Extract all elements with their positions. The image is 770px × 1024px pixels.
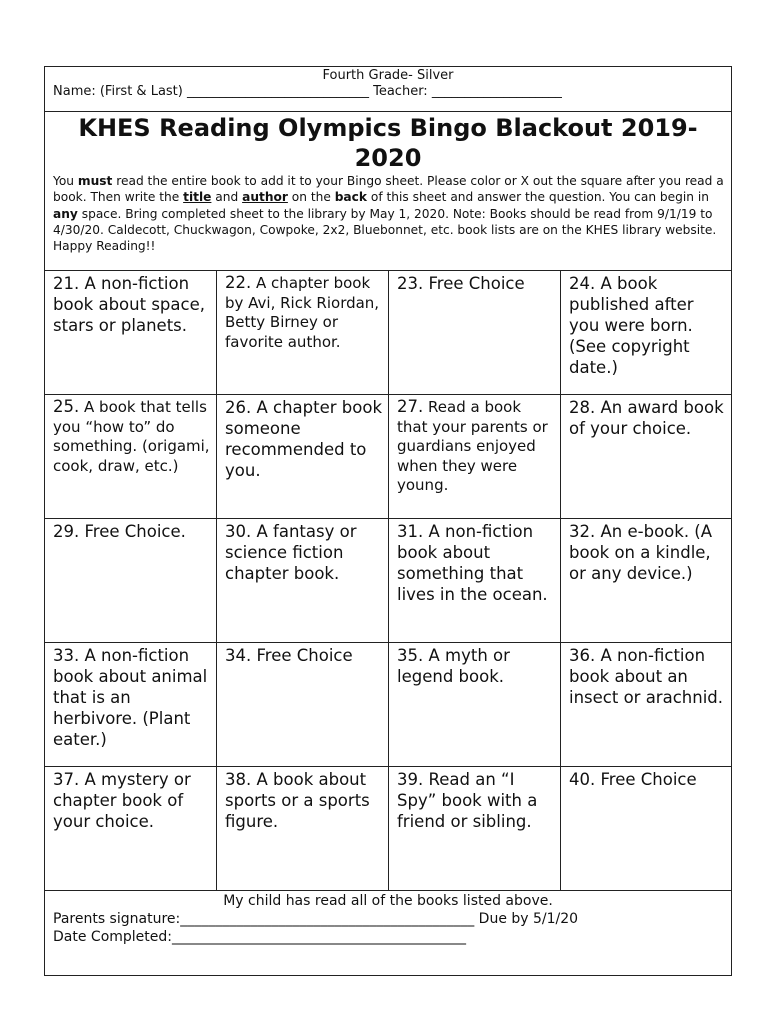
instructions-emphasis: author	[242, 190, 288, 205]
instructions-text: of this sheet and answer the question. You can begin in	[366, 190, 710, 205]
date-completed-line[interactable]: Date Completed:__________________________________________	[53, 929, 466, 945]
bingo-square-33[interactable]	[45, 643, 217, 767]
instructions	[53, 173, 725, 254]
square-number: 27.	[397, 397, 424, 416]
instructions-text: space. Bring completed sheet to the library by May 1, 2020. Note: Books should be read from 9/1/19 to 4/30/20. Caldecott, Chuckwagon, Cowpoke, 2x2, Bluebonnet, etc. book lists are on the KHES library website. Happy Reading!!	[53, 206, 717, 254]
square-text: Free Choice	[428, 274, 525, 293]
square-text: Free Choice.	[84, 522, 186, 541]
bingo-square-26[interactable]	[217, 395, 389, 519]
instructions-emphasis: any	[53, 206, 78, 221]
bingo-square-38[interactable]	[217, 767, 389, 891]
square-text: A non-fiction book about animal that is an herbivore. (Plant eater.)	[53, 646, 208, 749]
bingo-square-24[interactable]	[561, 271, 731, 395]
instructions-emphasis: back	[334, 190, 367, 205]
square-text: Free Choice	[600, 770, 697, 789]
bingo-square-25[interactable]	[45, 395, 217, 519]
square-number: 22.	[225, 273, 252, 292]
bingo-square-21[interactable]	[45, 271, 217, 395]
page-title: KHES Reading Olympics Bingo Blackout 2019-2020	[78, 114, 698, 172]
square-number: 38.	[225, 770, 252, 789]
instructions-text: You	[53, 174, 78, 188]
square-number: 33.	[53, 646, 80, 665]
bingo-square-40[interactable]	[561, 767, 731, 891]
square-number: 34.	[225, 646, 252, 665]
square-text: An award book of your choice.	[569, 398, 724, 438]
square-number: 25.	[53, 397, 80, 416]
square-number: 39.	[397, 770, 424, 789]
bingo-sheet	[44, 66, 732, 976]
square-number: 28.	[569, 398, 596, 417]
square-text: A non-fiction book about space, stars or planets.	[53, 274, 205, 335]
square-text: Read a book that your parents or guardians enjoyed when they were young.	[397, 398, 548, 494]
parent-statement: My child has read all of the books listed above.	[223, 893, 553, 909]
bingo-square-34[interactable]	[217, 643, 389, 767]
instructions-text: on the	[287, 190, 335, 205]
instructions-text: read the entire book to add it to your Bingo sheet. Please color or X out the square after you read a book. Then write the	[53, 174, 724, 205]
bingo-square-35[interactable]	[389, 643, 561, 767]
square-text: A book that tells you “how to” do something. (origami, cook, draw, etc.)	[53, 398, 210, 475]
square-number: 31.	[397, 522, 424, 541]
instructions-emphasis: title	[183, 190, 212, 205]
square-number: 32.	[569, 522, 596, 541]
bingo-square-30[interactable]	[217, 519, 389, 643]
instructions-emphasis: must	[77, 174, 113, 188]
name-teacher-line: Name: (First & Last) ____________________________ Teacher: ____________________	[53, 84, 562, 99]
square-number: 35.	[397, 646, 424, 665]
bingo-square-39[interactable]	[389, 767, 561, 891]
square-text: A chapter book someone recommended to you.	[225, 398, 383, 480]
bingo-square-31[interactable]	[389, 519, 561, 643]
instructions-text: and	[211, 190, 243, 205]
bingo-square-29[interactable]	[45, 519, 217, 643]
square-number: 23.	[397, 274, 424, 293]
square-number: 21.	[53, 274, 80, 293]
square-number: 30.	[225, 522, 252, 541]
square-text: A non-fiction book about something that lives in the ocean.	[397, 522, 548, 604]
square-text: Free Choice	[256, 646, 353, 665]
square-number: 37.	[53, 770, 80, 789]
square-text: A book published after you were born. (See copyright date.)	[569, 274, 694, 377]
bingo-square-23[interactable]	[389, 271, 561, 395]
bingo-grid	[45, 270, 731, 890]
square-number: 40.	[569, 770, 596, 789]
bingo-square-22[interactable]	[217, 271, 389, 395]
square-text: Read an “I Spy” book with a friend or sibling.	[397, 770, 538, 831]
bingo-square-28[interactable]	[561, 395, 731, 519]
square-number: 36.	[569, 646, 596, 665]
square-text: An e-book. (A book on a kindle, or any device.)	[569, 522, 713, 583]
bingo-square-32[interactable]	[561, 519, 731, 643]
square-text: A non-fiction book about an insect or arachnid.	[569, 646, 723, 707]
square-text: A chapter book by Avi, Rick Riordan, Betty Birney or favorite author.	[225, 274, 380, 351]
bingo-square-27[interactable]	[389, 395, 561, 519]
square-text: A mystery or chapter book of your choice.	[53, 770, 191, 831]
square-text: A book about sports or a sports figure.	[225, 770, 370, 831]
sheet-footer	[45, 891, 731, 975]
square-number: 26.	[225, 398, 252, 417]
square-text: A fantasy or science fiction chapter book.	[225, 522, 357, 583]
square-number: 29.	[53, 522, 80, 541]
square-text: A myth or legend book.	[397, 646, 510, 686]
square-number: 24.	[569, 274, 596, 293]
sheet-header	[45, 67, 731, 112]
grade-label: Fourth Grade- Silver	[322, 68, 454, 83]
parent-signature-line[interactable]: Parents signature:__________________________________________ Due by 5/1/20	[53, 911, 579, 927]
bingo-square-37[interactable]	[45, 767, 217, 891]
bingo-square-36[interactable]	[561, 643, 731, 767]
